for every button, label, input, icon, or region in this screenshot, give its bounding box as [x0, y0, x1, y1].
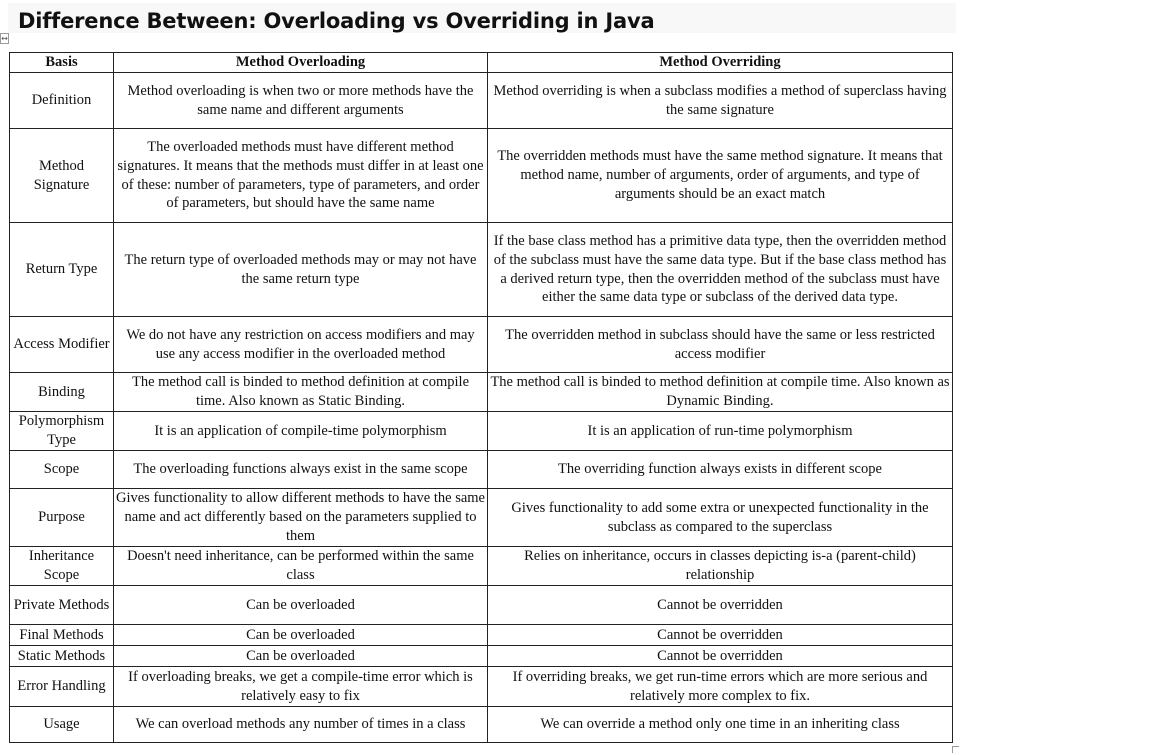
table-row	[10, 707, 953, 743]
row-overriding-cell: Cannot be overridden	[488, 586, 953, 625]
row-basis-cell: Polymorphism Type	[10, 412, 114, 451]
row-overloading-cell: The return type of overloaded methods may or may not have the same return type	[114, 223, 488, 317]
header-overriding: Method Overriding	[488, 53, 953, 73]
table-row	[10, 451, 953, 489]
row-basis-cell: Binding	[10, 373, 114, 412]
row-overloading-cell: Can be overloaded	[114, 586, 488, 625]
row-overriding-cell: The overridden methods must have the same method signature. It means that method name, number of arguments, order of arguments, and type of arguments should be an exact match	[488, 129, 953, 223]
table-row	[10, 73, 953, 129]
table-row	[10, 373, 953, 412]
row-basis-cell: Private Methods	[10, 586, 114, 625]
table-header-row	[10, 53, 953, 73]
table-row	[10, 667, 953, 707]
row-basis-cell: Method Signature	[10, 129, 114, 223]
row-overriding-cell: If the base class method has a primitive data type, then the overridden method of the subclass must have the same data type. But if the base class method has a derived return type, then the overridden method of the subclass must have either the same data type or subclass of the derived data type.	[488, 223, 953, 317]
table-row	[10, 317, 953, 373]
row-overloading-cell: Gives functionality to allow different methods to have the same name and act differently based on the parameters supplied to them	[114, 489, 488, 547]
row-overriding-cell: Cannot be overridden	[488, 646, 953, 667]
row-overriding-cell: We can override a method only one time in an inheriting class	[488, 707, 953, 743]
row-overloading-cell: We can overload methods any number of times in a class	[114, 707, 488, 743]
row-basis-cell: Error Handling	[10, 667, 114, 707]
row-overriding-cell: Gives functionality to add some extra or unexpected functionality in the subclass as compared to the superclass	[488, 489, 953, 547]
row-overloading-cell: Doesn't need inheritance, can be performed within the same class	[114, 547, 488, 586]
row-basis-cell: Usage	[10, 707, 114, 743]
row-overriding-cell: The overriding function always exists in different scope	[488, 451, 953, 489]
table-row	[10, 489, 953, 547]
row-overloading-cell: Method overloading is when two or more methods have the same name and different arguments	[114, 73, 488, 129]
page-title: Difference Between: Overloading vs Overriding in Java	[18, 9, 655, 33]
title-bar	[8, 3, 956, 33]
row-overriding-cell: Cannot be overridden	[488, 625, 953, 646]
table-row	[10, 547, 953, 586]
move-icon[interactable]: ↔	[1, 34, 8, 43]
row-overloading-cell: If overloading breaks, we get a compile-time error which is relatively easy to fix	[114, 667, 488, 707]
row-basis-cell: Static Methods	[10, 646, 114, 667]
row-overriding-cell: It is an application of run-time polymorphism	[488, 412, 953, 451]
table-row	[10, 625, 953, 646]
row-basis-cell: Purpose	[10, 489, 114, 547]
row-overriding-cell: Relies on inheritance, occurs in classes depicting is-a (parent-child) relationship	[488, 547, 953, 586]
row-basis-cell: Inheritance Scope	[10, 547, 114, 586]
row-overloading-cell: The overloading functions always exist in the same scope	[114, 451, 488, 489]
table-row	[10, 646, 953, 667]
comparison-table	[9, 52, 953, 743]
row-overriding-cell: The overridden method in subclass should have the same or less restricted access modifier	[488, 317, 953, 373]
resize-corner-icon[interactable]	[952, 746, 959, 753]
table-row	[10, 412, 953, 451]
row-overloading-cell: Can be overloaded	[114, 646, 488, 667]
table-row	[10, 586, 953, 625]
row-overriding-cell: The method call is binded to method definition at compile time. Also known as Dynamic Binding.	[488, 373, 953, 412]
row-overloading-cell: The overloaded methods must have different method signatures. It means that the methods must differ in at least one of these: number of parameters, type of parameters, and order of parameters, but should have the same name	[114, 129, 488, 223]
header-basis: Basis	[10, 53, 114, 73]
row-basis-cell: Final Methods	[10, 625, 114, 646]
row-basis-cell: Return Type	[10, 223, 114, 317]
row-overriding-cell: Method overriding is when a subclass modifies a method of superclass having the same signature	[488, 73, 953, 129]
row-overloading-cell: We do not have any restriction on access modifiers and may use any access modifier in the overloaded method	[114, 317, 488, 373]
row-basis-cell: Definition	[10, 73, 114, 129]
row-overriding-cell: If overriding breaks, we get run-time errors which are more serious and relatively more complex to fix.	[488, 667, 953, 707]
table-row	[10, 223, 953, 317]
table-row	[10, 129, 953, 223]
row-overloading-cell: Can be overloaded	[114, 625, 488, 646]
row-overloading-cell: The method call is binded to method definition at compile time. Also known as Static Binding.	[114, 373, 488, 412]
row-basis-cell: Scope	[10, 451, 114, 489]
row-basis-cell: Access Modifier	[10, 317, 114, 373]
header-overloading: Method Overloading	[114, 53, 488, 73]
row-overloading-cell: It is an application of compile-time polymorphism	[114, 412, 488, 451]
